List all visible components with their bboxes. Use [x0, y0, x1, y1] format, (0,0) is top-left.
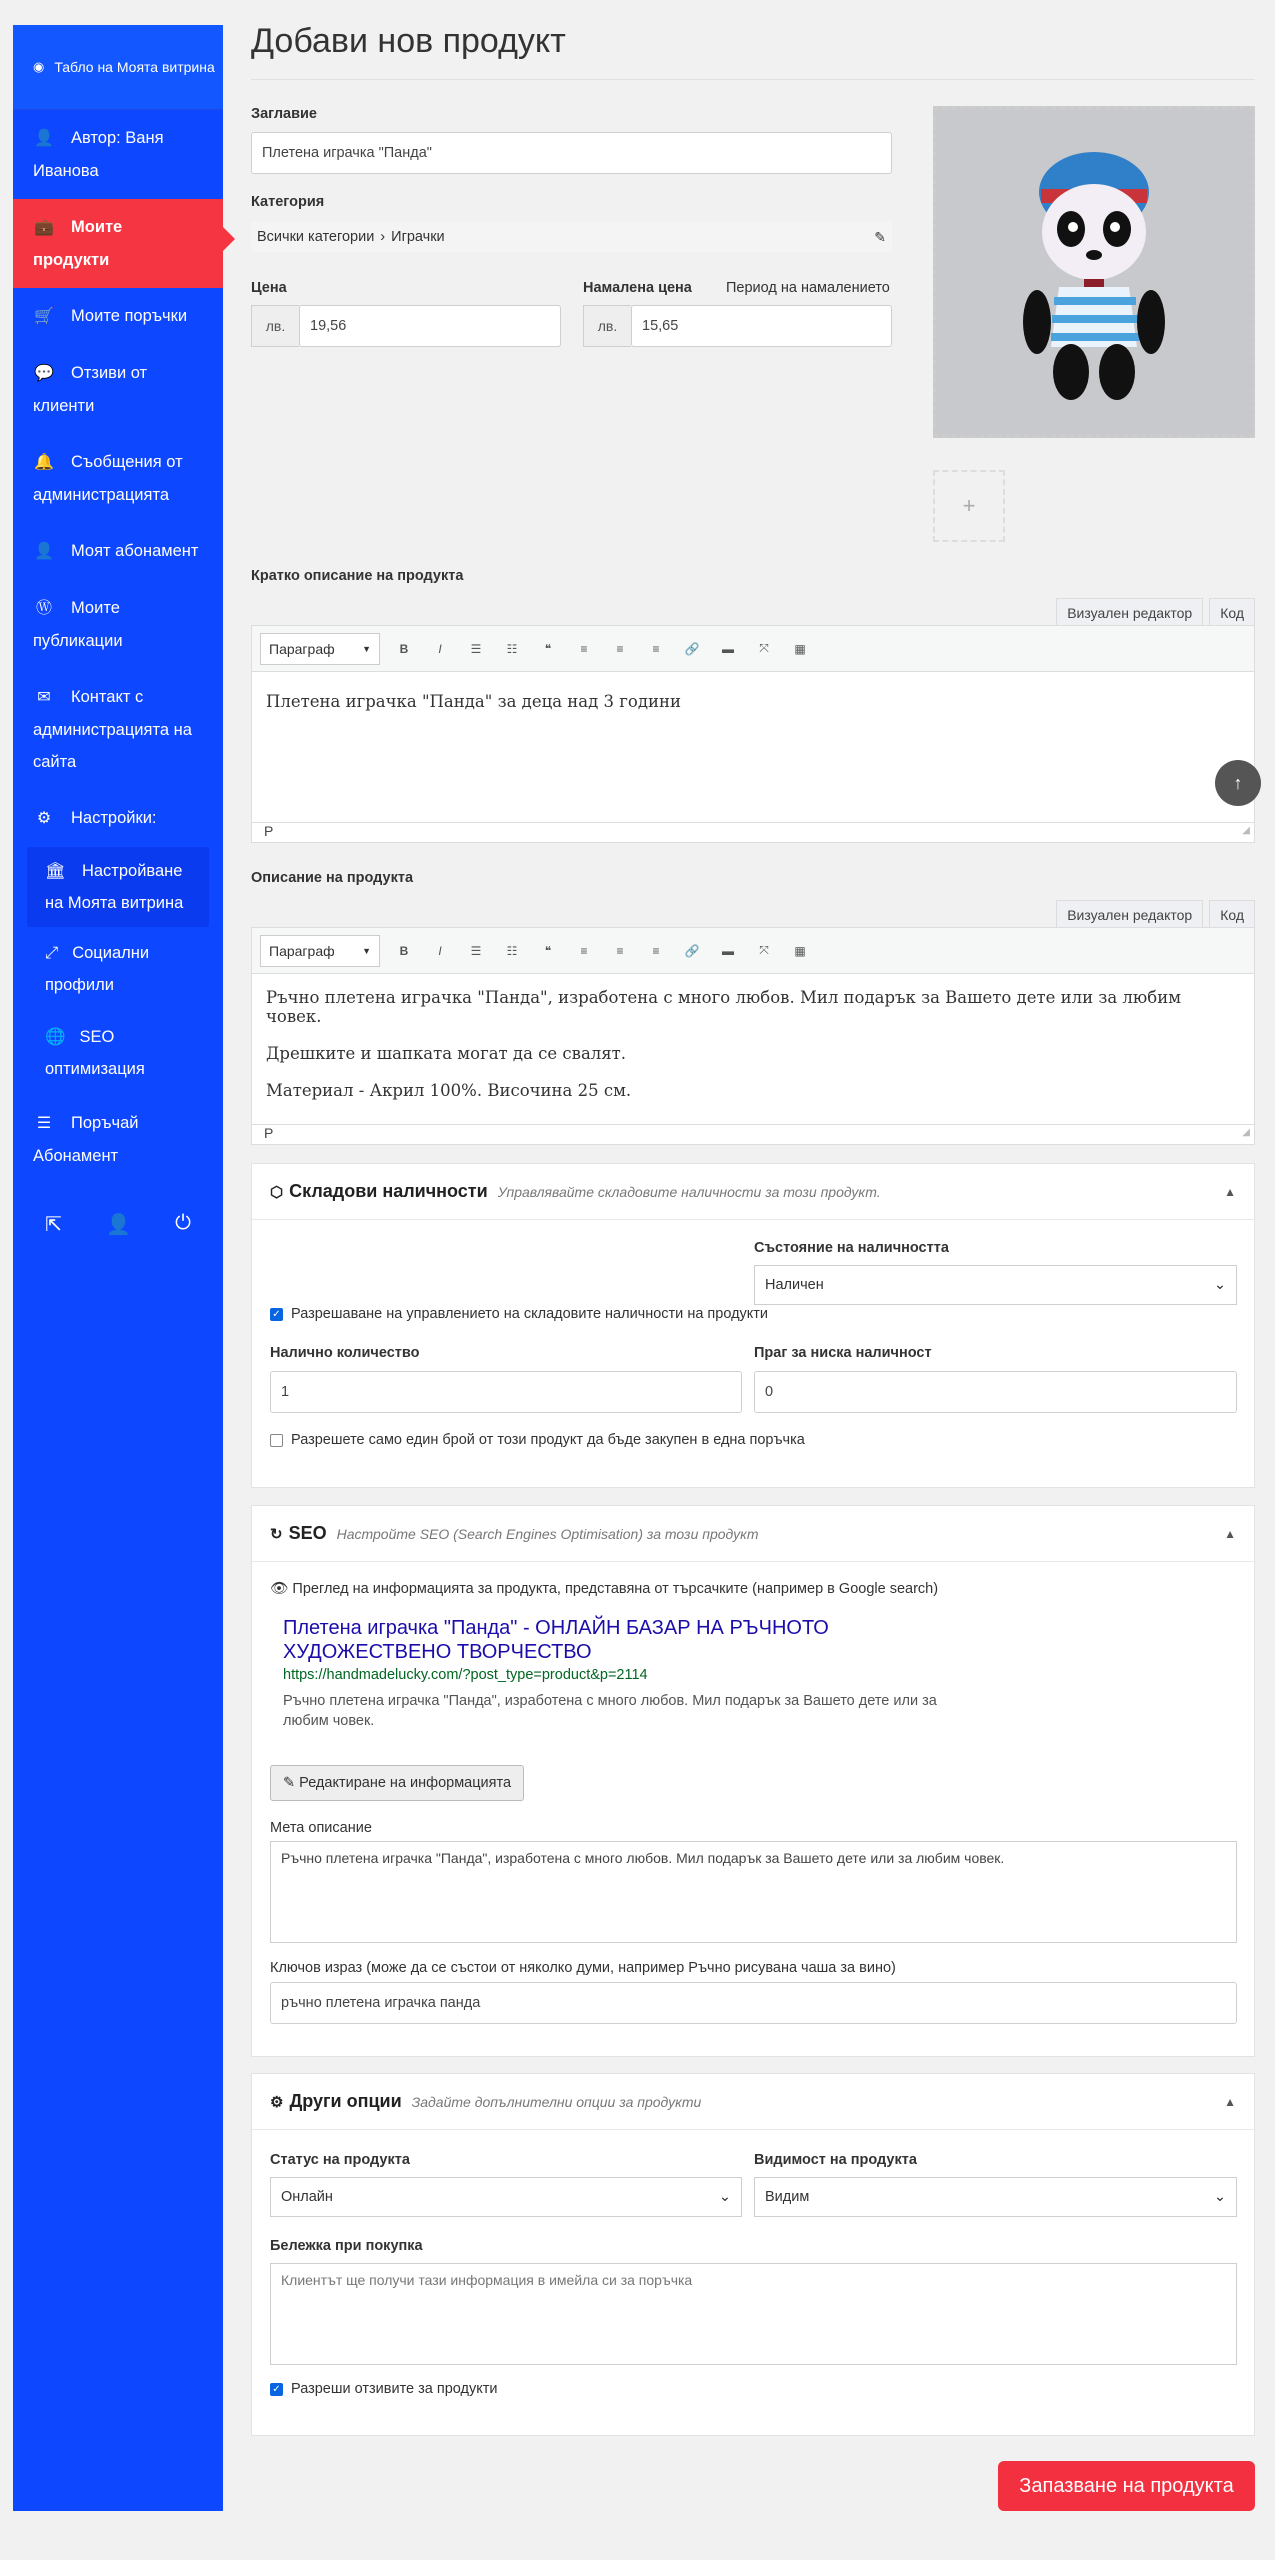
short-desc-editor: [251, 625, 1255, 843]
sidebar-item-label: Моите продукти: [33, 218, 123, 269]
seo-preview-url: https://handmadelucky.com/?post_type=product&p=2114: [283, 1667, 648, 1683]
tab-code[interactable]: Код: [1209, 598, 1255, 627]
quote-icon[interactable]: ❝: [544, 641, 552, 656]
sidebar-dashboard-label: Табло на Моята витрина: [54, 59, 215, 75]
other-options-header[interactable]: [252, 2074, 1254, 2130]
low-stock-input[interactable]: [754, 1371, 1237, 1413]
other-options-panel: [251, 2073, 1255, 2436]
quantity-value: 1: [281, 1384, 290, 1400]
toolbar-toggle-icon[interactable]: ▦: [794, 641, 806, 656]
sidebar-dashboard-link[interactable]: [13, 25, 223, 110]
gear-icon: ⚙: [270, 2093, 284, 2111]
align-right-icon[interactable]: ≡: [652, 943, 660, 958]
align-left-icon[interactable]: ≡: [580, 943, 588, 958]
purchase-note-textarea[interactable]: [270, 2263, 1237, 2365]
sidebar-item-label: Моят абонамент: [71, 542, 199, 560]
share-icon: ⤢: [45, 944, 59, 962]
align-center-icon[interactable]: ≡: [616, 641, 624, 656]
status-value: Онлайн: [281, 2189, 333, 2205]
user-icon: 👤: [34, 130, 54, 147]
keyword-label: Ключов израз (може да се състои от няколко думи, например Ръчно рисувана чаша за вино): [270, 1960, 896, 1976]
sidebar-item-my-products[interactable]: [13, 199, 223, 288]
format-select[interactable]: [260, 935, 380, 967]
bell-icon: 🔔: [34, 454, 54, 471]
align-right-icon[interactable]: ≡: [652, 641, 660, 656]
cart-icon: 🛒: [34, 308, 54, 325]
long-desc-tabs: [1056, 900, 1255, 929]
currency-addon: лв.: [251, 305, 299, 347]
read-more-icon[interactable]: ▬: [722, 641, 734, 656]
main-content: [251, 0, 1255, 2397]
meta-desc-textarea[interactable]: [270, 1841, 1237, 1943]
eye-icon: 👁: [270, 1581, 289, 1597]
short-desc-content[interactable]: [252, 672, 1254, 822]
sidebar-item-social-profiles[interactable]: [13, 927, 223, 1011]
sold-individually-checkbox[interactable]: [270, 1432, 805, 1448]
chevron-down-icon: ⌄: [1213, 1277, 1226, 1293]
inventory-panel-header[interactable]: [252, 1164, 1254, 1220]
category-label: Категория: [251, 194, 325, 210]
stock-status-label: Състояние на наличността: [754, 1240, 949, 1256]
bullet-list-icon[interactable]: ☰: [470, 641, 482, 656]
chevron-right-icon: ›: [380, 229, 386, 245]
pencil-icon: ✎: [283, 1775, 296, 1791]
sale-price-field: [583, 305, 892, 347]
paragraph: Материал - Акрил 100%. Височина 25 см.: [266, 1081, 632, 1100]
editor-path: P ◢: [252, 1124, 1254, 1144]
low-stock-value: 0: [765, 1384, 774, 1400]
chevron-down-icon: ⌄: [1213, 2189, 1226, 2205]
collapse-icon[interactable]: ▲: [1224, 1526, 1236, 1541]
sidebar-item-settings[interactable]: [13, 790, 223, 847]
refresh-icon: ↻: [270, 1525, 283, 1543]
format-value: Параграф: [269, 640, 335, 657]
price-label: Цена: [251, 280, 287, 296]
seo-preview-desc: Ръчно плетена играчка "Панда", изработена с много любов. Мил подарък за Вашето дете или за любим човек.: [283, 1693, 937, 1729]
currency-addon: лв.: [583, 305, 631, 347]
numbered-list-icon[interactable]: ☷: [506, 641, 518, 656]
paragraph: Плетена играчка "Панда" за деца над 3 години: [266, 692, 682, 711]
bold-icon[interactable]: B: [399, 641, 409, 656]
reviews-checkbox[interactable]: [270, 2381, 498, 2397]
link-icon[interactable]: 🔗: [684, 943, 700, 958]
power-icon[interactable]: ⏻: [175, 1212, 191, 1234]
meta-desc-label: Мета описание: [270, 1820, 372, 1836]
list-icon: ☰: [36, 1115, 52, 1132]
seo-panel: [251, 1505, 1255, 2057]
page-title: Добави нов продукт: [251, 22, 1255, 80]
sidebar-item-storefront-settings[interactable]: [27, 847, 209, 927]
collapse-icon[interactable]: ▲: [1224, 1184, 1236, 1199]
toolbar-toggle-icon[interactable]: ▦: [794, 943, 806, 958]
quantity-label: Налично количество: [270, 1345, 420, 1361]
bullet-list-icon[interactable]: ☰: [470, 943, 482, 958]
sidebar-item-label: SEO оптимизация: [45, 1028, 145, 1078]
align-center-icon[interactable]: ≡: [616, 943, 624, 958]
category-field[interactable]: [251, 222, 892, 252]
manage-stock-label: Разрешаване на управлението на складовите наличности на продукти: [291, 1306, 769, 1322]
bold-icon[interactable]: B: [399, 943, 409, 958]
seo-title: SEO: [288, 1523, 327, 1543]
product-image[interactable]: [933, 106, 1255, 438]
purchase-note-label: Бележка при покупка: [270, 2238, 423, 2254]
keyword-input[interactable]: [270, 1982, 1237, 2024]
seo-panel-header[interactable]: [252, 1506, 1254, 1562]
stock-status-select[interactable]: [754, 1265, 1237, 1305]
sidebar-item-label: Поръчай Абонамент: [33, 1114, 139, 1165]
sale-price-label: Намалена цена: [583, 280, 692, 296]
keyword-value: ръчно плетена играчка панда: [281, 1995, 481, 2011]
tab-visual-editor[interactable]: Визуален редактор: [1056, 598, 1203, 627]
inventory-subtitle: Управлявайте складовите наличности за този продукт.: [497, 1183, 881, 1200]
manage-stock-checkbox[interactable]: [270, 1306, 768, 1322]
edit-seo-label: Редактиране на информацията: [299, 1775, 512, 1791]
paragraph: Ръчно плетена играчка "Панда", изработена с много любов. Мил подарък за Вашето дете или за любим човек.: [266, 988, 1182, 1026]
category-root[interactable]: Всички категории: [257, 229, 375, 245]
envelope-icon: ✉: [37, 689, 51, 706]
sidebar-item-admin-messages[interactable]: [13, 434, 223, 523]
sale-price-input[interactable]: [631, 305, 892, 347]
visibility-select[interactable]: [754, 2177, 1237, 2217]
user-icon: 👤: [34, 543, 54, 560]
price-input[interactable]: [299, 305, 561, 347]
edit-icon[interactable]: ✎: [874, 228, 886, 245]
editor-path: P ◢: [252, 822, 1254, 842]
caret-down-icon: ▼: [362, 643, 371, 654]
short-desc-tabs: [1056, 598, 1255, 627]
sidebar-item-label: Настройки:: [71, 809, 157, 827]
sidebar-item-author[interactable]: [13, 110, 223, 199]
sidebar-item-contact-admin[interactable]: [13, 669, 223, 790]
sidebar-item-subscription[interactable]: [13, 523, 223, 580]
cubes-icon: ⬡: [270, 1183, 284, 1201]
seo-preview-label-text: Преглед на информацията за продукта, представяна от търсачките (например в Google search): [292, 1581, 939, 1597]
save-product-button[interactable]: Запазване на продукта: [998, 2461, 1255, 2511]
briefcase-icon: 💼: [34, 219, 54, 236]
italic-icon[interactable]: I: [438, 943, 442, 958]
read-more-icon[interactable]: ▬: [722, 943, 734, 958]
quantity-input[interactable]: [270, 1371, 742, 1413]
numbered-list-icon[interactable]: ☷: [506, 943, 518, 958]
sale-period-link[interactable]: Период на намалението: [726, 280, 890, 296]
short-desc-label: Кратко описание на продукта: [251, 568, 464, 584]
stock-status-value: Наличен: [765, 1277, 824, 1293]
sidebar-item-label: Автор: Ваня Иванова: [33, 129, 164, 180]
tab-visual-editor[interactable]: Визуален редактор: [1056, 900, 1203, 929]
comments-icon: 💬: [34, 365, 54, 382]
external-link-icon[interactable]: ⇱: [45, 1214, 62, 1236]
fullscreen-icon[interactable]: ⤧: [759, 641, 769, 655]
sidebar-item-order-subscription[interactable]: [13, 1095, 223, 1184]
sidebar-item-seo[interactable]: [13, 1011, 223, 1095]
gear-icon: ⚙: [36, 810, 52, 827]
price-value: 19,56: [310, 318, 347, 334]
chevron-down-icon: ⌄: [718, 2189, 731, 2205]
sidebar-item-publications[interactable]: [13, 580, 223, 669]
other-options-subtitle: Задайте допълнителни опции за продукти: [411, 2093, 702, 2110]
arrow-up-icon: ↑: [1233, 772, 1243, 793]
seo-preview-title: Плетена играчка "Панда" - ОНЛАЙН БАЗАР НА РЪЧНОТО ХУДОЖЕСТВЕНО ТВОРЧЕСТВО: [283, 1617, 829, 1663]
checkbox-checked-icon[interactable]: ✓: [270, 2383, 283, 2396]
panda-toy-image: [999, 137, 1189, 407]
checkbox-unchecked-icon[interactable]: [270, 1434, 283, 1447]
link-icon[interactable]: 🔗: [684, 641, 700, 656]
sold-individually-label: Разрешете само един брой от този продукт да бъде закупен в една поръчка: [291, 1432, 805, 1448]
dashboard-icon: ◉: [33, 59, 45, 74]
sidebar-item-label: Моите поръчки: [71, 307, 188, 325]
title-label: Заглавие: [251, 106, 317, 122]
scroll-top-button[interactable]: [1215, 760, 1261, 806]
long-desc-editor: [251, 927, 1255, 1145]
caret-down-icon: ▼: [362, 945, 371, 956]
sidebar-footer-actions: [13, 1184, 223, 1265]
tab-code[interactable]: Код: [1209, 900, 1255, 929]
sidebar-item-label: Настройване на Моята витрина: [45, 862, 184, 912]
category-value[interactable]: Играчки: [391, 229, 445, 245]
editor-toolbar: [252, 626, 1254, 672]
sidebar-item-label: Отзиви от клиенти: [33, 364, 148, 415]
wordpress-icon: Ⓦ: [35, 600, 52, 617]
sidebar-item-label: Моите публикации: [33, 599, 123, 650]
format-select[interactable]: [260, 633, 380, 665]
sidebar-item-label: Съобщения от администрацията: [33, 453, 183, 504]
purchase-note-placeholder: Клиентът ще получи тази информация в имейла си за поръчка: [281, 2272, 693, 2288]
title-input[interactable]: [251, 132, 892, 174]
visibility-value: Видим: [765, 2189, 810, 2205]
quote-icon[interactable]: ❝: [544, 943, 552, 958]
reviews-label: Разреши отзивите за продукти: [291, 2381, 498, 2397]
globe-icon: 🌐: [45, 1028, 66, 1046]
inventory-panel: [251, 1163, 1255, 1488]
sale-price-value: 15,65: [642, 318, 679, 334]
inventory-title: Складови наличности: [289, 1181, 488, 1201]
visibility-label: Видимост на продукта: [754, 2152, 917, 2168]
format-value: Параграф: [269, 942, 335, 959]
long-desc-content[interactable]: [252, 974, 1254, 1124]
bank-icon: 🏛: [45, 862, 66, 880]
edit-seo-button[interactable]: [270, 1765, 524, 1801]
profile-icon[interactable]: 👤: [106, 1214, 131, 1236]
other-options-title: Други опции: [289, 2091, 402, 2111]
collapse-icon[interactable]: ▲: [1224, 2094, 1236, 2109]
editor-toolbar: [252, 928, 1254, 974]
seo-preview-label: [270, 1580, 938, 1597]
status-select[interactable]: [270, 2177, 742, 2217]
italic-icon[interactable]: I: [438, 641, 442, 656]
sidebar-item-reviews[interactable]: [13, 345, 223, 434]
price-field: [251, 305, 561, 347]
seo-subtitle: Настройте SEO (Search Engines Optimisation) за този продукт: [336, 1525, 759, 1542]
sidebar-item-label: Контакт с администрацията на сайта: [33, 688, 192, 771]
title-value: Плетена играчка "Панда": [262, 145, 432, 161]
sidebar-item-my-orders[interactable]: [13, 288, 223, 345]
long-desc-label: Описание на продукта: [251, 870, 414, 886]
add-image-button[interactable]: +: [933, 470, 1005, 542]
meta-desc-value: Ръчно плетена играчка "Панда", изработена с много любов. Мил подарък за Вашето дете или за любим човек.: [281, 1850, 1005, 1866]
paragraph: Дрешките и шапката могат да се свалят.: [266, 1044, 627, 1063]
low-stock-label: Праг за ниска наличност: [754, 1345, 932, 1361]
align-left-icon[interactable]: ≡: [580, 641, 588, 656]
fullscreen-icon[interactable]: ⤧: [759, 943, 769, 957]
status-label: Статус на продукта: [270, 2152, 410, 2168]
checkbox-checked-icon[interactable]: ✓: [270, 1308, 283, 1321]
sidebar-item-label: Социални профили: [45, 944, 150, 994]
sidebar: [13, 25, 223, 2511]
